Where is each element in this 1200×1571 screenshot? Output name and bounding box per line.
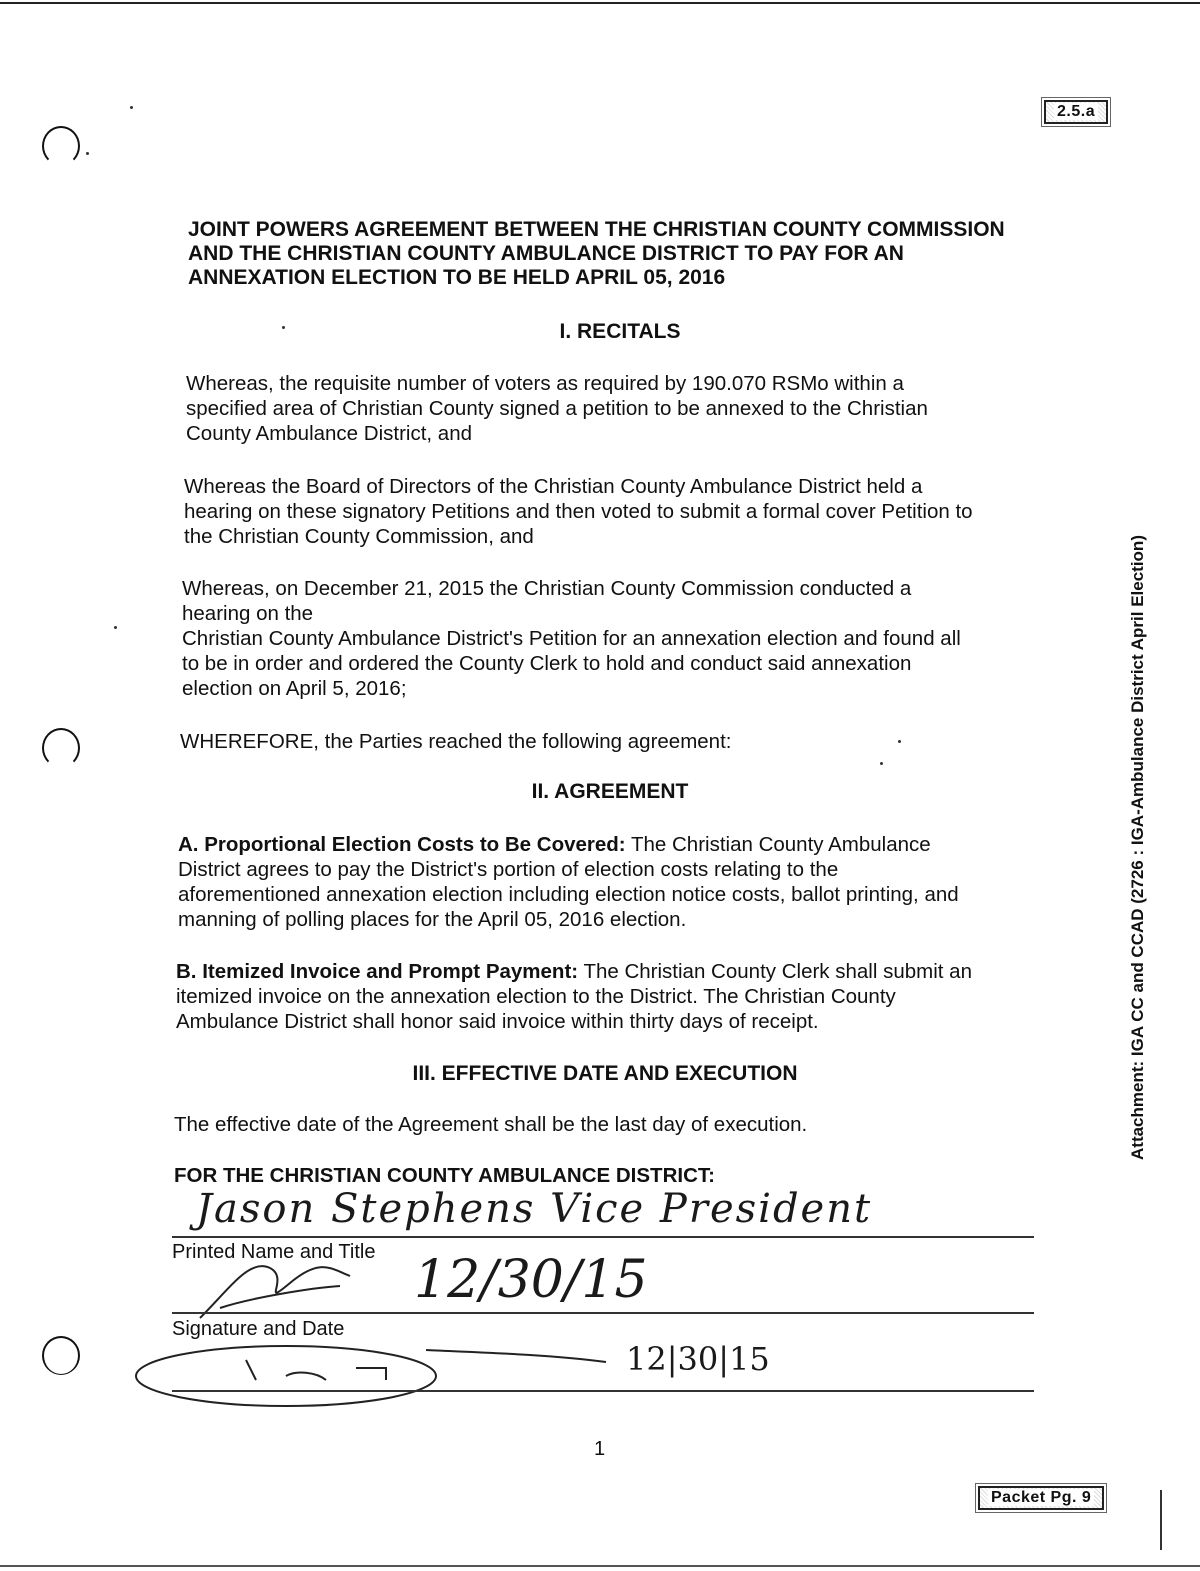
scan-speck [86, 152, 89, 155]
signature-scribble [190, 1248, 360, 1328]
recital-paragraph-3: Whereas, on December 21, 2015 the Christian County Commission conducted a hearing on the Christian County Ambulance District's Petition for an annexation election and found all to be in order and ordered the County Clerk to hold and conduct said annexation election on April 5, 2016; [182, 577, 961, 700]
name-line [172, 1236, 1034, 1238]
wherefore-paragraph: WHEREFORE, the Parties reached the following agreement: [180, 730, 732, 753]
item-stamp: 2.5.a [1044, 100, 1108, 124]
handwritten-date: 12/30/15 [414, 1250, 648, 1310]
document-title: JOINT POWERS AGREEMENT BETWEEN THE CHRISTIAN COUNTY COMMISSION AND THE CHRISTIAN COUNTY AMBULANCE DISTRICT TO PAY FOR AN ANNEXATION ELECTION TO BE HELD APRIL 05, 2016 [188, 218, 1005, 289]
scan-speck [114, 626, 117, 629]
punch-hole [42, 126, 80, 166]
effective-text: The effective date of the Agreement shall be the last day of execution. [174, 1113, 808, 1136]
page-number: 1 [594, 1438, 606, 1460]
signature-block-heading: FOR THE CHRISTIAN COUNTY AMBULANCE DISTRICT: [174, 1164, 715, 1187]
attachment-sidebar: Attachment: IGA CC and CCAD (2726 : IGA-Ambulance District April Election) [1128, 535, 1147, 1160]
agreement-clause-a: A. Proportional Election Costs to Be Covered: The Christian County Ambulance District agrees to pay the District's portion of election costs relating to the aforementioned annexation election including election notice costs, ballot printing, and manning of polling places for the April 05, 2016 election. [178, 833, 959, 931]
effective-heading: III. EFFECTIVE DATE AND EXECUTION [412, 1062, 798, 1085]
scan-speck [880, 762, 883, 765]
top-rule [0, 2, 1200, 4]
printed-name-label: Printed Name and Title [172, 1241, 376, 1263]
witness-line [172, 1390, 1034, 1392]
agreement-clause-b: B. Itemized Invoice and Prompt Payment: The Christian County Clerk shall submit an itemized invoice on the annexation election to the District. The Christian County Ambulance District shall honor said invoice within thirty days of receipt. [176, 960, 972, 1033]
clause-b-label: B. Itemized Invoice and Prompt Payment: [176, 960, 579, 983]
second-signature-scribble [126, 1340, 626, 1414]
recitals-heading: I. RECITALS [559, 320, 681, 343]
handwritten-name-title: Jason Stephens Vice President [196, 1186, 873, 1232]
recital-paragraph-1: Whereas, the requisite number of voters as required by 190.070 RSMo within a specified area of Christian County signed a petition to be annexed to the Christian County Ambulance District, and [186, 372, 928, 445]
punch-hole [42, 1336, 80, 1375]
recital-paragraph-2: Whereas the Board of Directors of the Christian County Ambulance District held a hearing on these signatory Petitions and then voted to submit a formal cover Petition to the Christian County Commission, and [184, 475, 973, 548]
bottom-rule [0, 1565, 1200, 1567]
punch-hole [42, 728, 80, 768]
witness-handwritten-date: 12|30|15 [626, 1340, 770, 1378]
signature-line [172, 1312, 1034, 1314]
signature-date-label: Signature and Date [172, 1318, 345, 1340]
scan-speck [130, 106, 133, 109]
clause-a-label: A. Proportional Election Costs to Be Covered: [178, 833, 626, 856]
agreement-heading: II. AGREEMENT [531, 780, 689, 803]
right-rule [1160, 1490, 1162, 1550]
packet-page-stamp: Packet Pg. 9 [978, 1486, 1104, 1510]
scan-speck [282, 326, 285, 329]
